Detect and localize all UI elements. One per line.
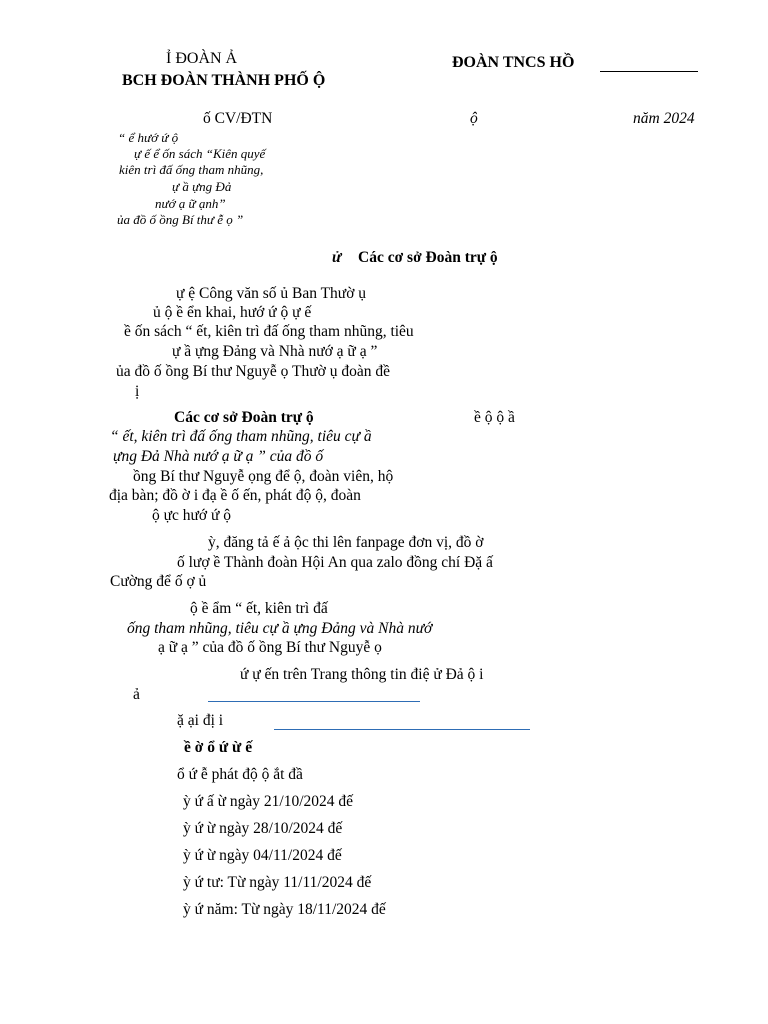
link-underline-1[interactable]	[208, 701, 420, 702]
week-3: ỳ ứ ừ ngày 04/11/2024 đế	[183, 847, 342, 864]
p3-line-3: Cường để ố ợ ủ	[110, 573, 207, 590]
p2-line-4: ồng Bí thư Nguyễ ọng để ộ, đoàn viên, hộ	[133, 468, 394, 485]
p3-line-2: ố lượ ề Thành đoàn Hội An qua zalo đồng chí Đặ ấ	[177, 554, 493, 571]
subject-line-2: ự ế ể ốn sách “Kiên quyế	[134, 146, 266, 161]
recipient-prefix: ử	[332, 249, 342, 266]
p2-line-6: ộ ực hướ ứ ộ	[152, 507, 232, 524]
doc-place: ộ	[470, 110, 478, 127]
p5-line-1: ứ ự ến trên Trang thông tin điệ ử Đả ộ i	[240, 666, 484, 683]
p5-line-2: ả	[133, 686, 140, 703]
p2-line-3: ựng Đả Nhà nướ ạ ữ ạ ” của đồ ố	[113, 448, 324, 465]
header-left-line2: BCH ĐOÀN THÀNH PHỐ Ộ	[122, 72, 326, 89]
p1-line-5: ủa đồ ố ồng Bí thư Nguyễ ọ Thườ ụ đoàn đề	[116, 363, 390, 380]
week-1: ỳ ứ ấ ừ ngày 21/10/2024 đế	[183, 793, 354, 810]
week-5: ỳ ứ năm: Từ ngày 18/11/2024 đế	[183, 901, 386, 918]
p1-line-6: ị	[135, 383, 140, 400]
subject-line-1: “ ể hướ ứ ộ	[118, 130, 179, 145]
p1-line-4: ự ầ ựng Đảng và Nhà nướ ạ ữ ạ ”	[172, 343, 378, 360]
link-underline-2[interactable]	[274, 729, 530, 730]
address-line: ặ ại đị i	[177, 712, 224, 729]
doc-number: ố CV/ĐTN	[203, 110, 273, 127]
p3-line-1: ỳ, đăng tả ế ả ộc thi lên fanpage đơn vị, đồ ờ	[208, 534, 484, 551]
subject-line-5: nướ ạ ữ ạnh”	[155, 196, 226, 211]
header-underline	[600, 71, 698, 72]
doc-date: năm 2024	[633, 110, 695, 127]
header-left-line1: Ỉ ĐOÀN Ả	[166, 50, 238, 67]
p4-line-3: ạ ữ ạ ” của đồ ố ồng Bí thư Nguyễ ọ	[158, 639, 382, 656]
p2-lead: Các cơ sở Đoàn trự ộ	[174, 409, 314, 426]
p1-line-2: ủ ộ ề ển khai, hướ ứ ộ ự ế	[153, 304, 312, 321]
section-heading: ề ờ ổ ứ ừ ế	[184, 739, 253, 756]
p1-line-1: ự ệ Công văn số ủ Ban Thườ ụ	[176, 285, 367, 302]
week-2: ỳ ứ ừ ngày 28/10/2024 đế	[183, 820, 343, 837]
p4-line-1: ộ ề ẩm “ ết, kiên trì đấ	[190, 600, 328, 617]
p1-line-3: ề ốn sách “ ết, kiên trì đấ ống tham nhũng, tiêu	[124, 323, 414, 340]
p2-line-1: ề ộ ộ ầ	[474, 409, 515, 426]
week-4: ỳ ứ tư: Từ ngày 11/11/2024 đế	[183, 874, 372, 891]
p2-line-5: địa bàn; đồ ờ i đạ ề ố ến, phát độ ộ, đoàn	[109, 487, 361, 504]
subject-line-3: kiên trì đấ ống tham nhũng,	[119, 162, 264, 177]
subject-line-4: ự ầ ựng Đả	[172, 179, 232, 194]
launch-line: ổ ứ ễ phát độ ộ ắt đầ	[177, 766, 303, 783]
p4-line-2: ống tham nhũng, tiêu cự ầ ựng Đảng và Nhà nướ	[127, 620, 433, 637]
recipient: Các cơ sở Đoàn trự ộ	[358, 249, 498, 266]
subject-line-6: ủa đồ ố ồng Bí thư ễ ọ ”	[117, 212, 244, 227]
p2-line-2: “ ết, kiên trì đấ ống tham nhũng, tiêu cự ầ	[110, 428, 372, 445]
header-right-line1: ĐOÀN TNCS HỒ	[452, 54, 575, 71]
